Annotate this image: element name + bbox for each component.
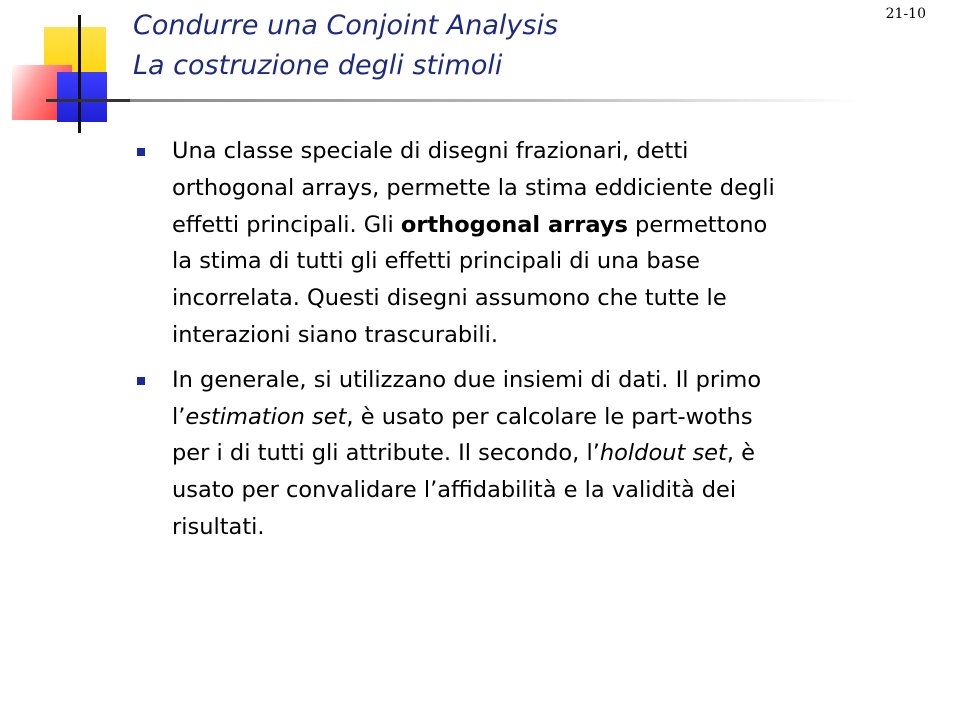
bullet-square-icon — [137, 148, 145, 156]
text-segment: incorrelata. Questi disegni assumono che tutte le — [172, 285, 727, 312]
title-line-1: Condurre una Conjoint Analysis — [133, 10, 559, 41]
text-line — [172, 435, 917, 472]
text-segment: , è usato per calcolare le part-woths — [346, 403, 753, 430]
bullet-item — [137, 133, 917, 354]
bullet-square-icon — [137, 377, 145, 385]
text-segment: risultati. — [172, 513, 265, 540]
blue-square-decoration — [57, 72, 107, 122]
italic-text: estimation set — [185, 403, 347, 430]
text-line — [172, 472, 917, 509]
bullet-item — [137, 362, 917, 546]
italic-text: holdout set — [599, 440, 727, 467]
text-segment: per i di tutti gli attribute. Il secondo, l’ — [172, 440, 600, 467]
text-segment: l’ — [172, 403, 186, 430]
text-segment: interazioni siano trascurabili. — [172, 321, 499, 348]
text-segment: effetti principali. Gli — [172, 211, 401, 238]
text-line — [172, 243, 917, 280]
horizontal-line-decoration — [46, 99, 130, 102]
vertical-line-decoration — [78, 15, 81, 133]
bullet-text — [172, 133, 917, 354]
slide-logo-decoration — [0, 0, 130, 135]
page-number: 21-10 — [885, 6, 926, 22]
text-segment: In generale, si utilizzano due insiemi di dati. Il primo — [172, 366, 762, 393]
text-segment: Una classe speciale di disegni frazionari, detti — [172, 138, 689, 164]
text-line — [172, 133, 917, 170]
text-segment: permettono — [627, 211, 768, 238]
slide-body — [137, 133, 917, 554]
text-line — [172, 317, 917, 354]
text-line — [172, 362, 917, 399]
text-segment: , è — [726, 440, 755, 467]
slide-title — [133, 6, 813, 86]
text-line — [172, 207, 917, 244]
text-segment: la stima di tutti gli effetti principali di una base — [172, 248, 701, 275]
text-segment: orthogonal arrays, permette la stima eddiciente degli — [172, 174, 775, 201]
text-line — [172, 509, 917, 546]
bold-text: orthogonal arrays — [400, 211, 628, 238]
text-line — [172, 170, 917, 207]
text-line — [172, 399, 917, 436]
title-line-2: La costruzione degli stimoli — [133, 50, 503, 81]
text-segment: usato per convalidare l’affidabilità e la validità dei — [172, 477, 737, 504]
bullet-text — [172, 362, 917, 546]
title-underline-rule — [130, 99, 860, 102]
text-line — [172, 280, 917, 317]
